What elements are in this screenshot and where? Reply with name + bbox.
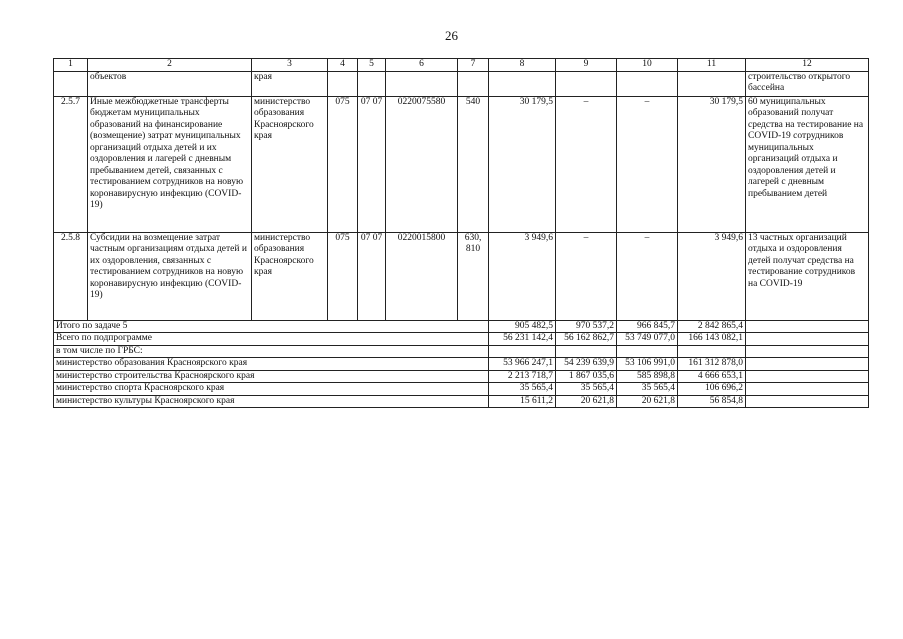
summary-label: в том числе по ГРБС: (54, 345, 489, 358)
table-row (54, 71, 869, 96)
target-article: 0220015800 (386, 232, 458, 320)
summary-value-year-1: 56 231 142,4 (489, 333, 556, 346)
summary-value-year-1: 53 966 247,1 (489, 358, 556, 371)
expense-type: 630, 810 (458, 232, 489, 320)
summary-row (54, 383, 869, 396)
header-cell: 11 (678, 59, 746, 72)
header-cell: 1 (54, 59, 88, 72)
summary-row (54, 320, 869, 333)
expense-type (458, 71, 489, 96)
summary-value-total: 2 842 865,4 (678, 320, 746, 333)
measure-name: Иные межбюджетные трансферты бюджетам муниципальных образований на финансирование (возмещение) затрат муниципальных организаций отдыха детей и их оздоровления и лагерей с дневным пребыванием детей, связанных с тестированием сотрудников на новую коронавирусную инфекцию (COVID-19) (88, 96, 252, 232)
grbs-name: министерство образования Красноярского края (252, 96, 328, 232)
row-number (54, 71, 88, 96)
section-code: 07 07 (358, 96, 386, 232)
summary-label: министерство спорта Красноярского края (54, 383, 489, 396)
summary-value-year-3: 53 106 991,0 (617, 358, 678, 371)
expected-result: 60 муниципальных образований получат средства на тестирование на COVID-19 сотрудников муниципальных организаций отдыха и оздоровления детей и лагерей с дневным пребыванием детей (746, 96, 869, 232)
header-cell: 7 (458, 59, 489, 72)
budget-table (53, 58, 869, 408)
row-number: 2.5.8 (54, 232, 88, 320)
summary-label: Всего по подпрограмме (54, 333, 489, 346)
value-year-2 (556, 71, 617, 96)
summary-row (54, 333, 869, 346)
value-year-1: 30 179,5 (489, 96, 556, 232)
header-cell: 4 (328, 59, 358, 72)
expense-type: 540 (458, 96, 489, 232)
summary-value-year-1: 905 482,5 (489, 320, 556, 333)
summary-value-total: 161 312 878,0 (678, 358, 746, 371)
summary-row (54, 395, 869, 408)
summary-value-total: 106 696,2 (678, 383, 746, 396)
value-year-1 (489, 71, 556, 96)
section-code (358, 71, 386, 96)
summary-label: Итого по задаче 5 (54, 320, 489, 333)
summary-result (746, 358, 869, 371)
row-number: 2.5.7 (54, 96, 88, 232)
summary-value-year-1: 35 565,4 (489, 383, 556, 396)
grbs-code: 075 (328, 232, 358, 320)
value-year-1: 3 949,6 (489, 232, 556, 320)
value-year-3 (617, 71, 678, 96)
header-cell: 8 (489, 59, 556, 72)
grbs-code: 075 (328, 96, 358, 232)
header-cell: 6 (386, 59, 458, 72)
summary-result (746, 395, 869, 408)
header-cell: 5 (358, 59, 386, 72)
value-total (678, 71, 746, 96)
summary-value-year-2: 970 537,2 (556, 320, 617, 333)
summary-row (54, 370, 869, 383)
page-number: 26 (445, 28, 458, 43)
summary-result (746, 383, 869, 396)
summary-value-year-2: 1 867 035,6 (556, 370, 617, 383)
grbs-name: края (252, 71, 328, 96)
summary-result (746, 333, 869, 346)
header-cell: 12 (746, 59, 869, 72)
summary-result (746, 320, 869, 333)
target-article: 0220075580 (386, 96, 458, 232)
summary-value-year-2 (556, 345, 617, 358)
value-year-3: – (617, 96, 678, 232)
target-article (386, 71, 458, 96)
grbs-code (328, 71, 358, 96)
summary-value-total: 4 666 653,1 (678, 370, 746, 383)
value-year-2: – (556, 232, 617, 320)
summary-value-total: 166 143 082,1 (678, 333, 746, 346)
value-year-2: – (556, 96, 617, 232)
summary-result (746, 370, 869, 383)
summary-label: министерство культуры Красноярского края (54, 395, 489, 408)
grbs-name: министерство образования Красноярского края (252, 232, 328, 320)
value-total: 3 949,6 (678, 232, 746, 320)
measure-name: Субсидии на возмещение затрат частным организациям отдыха детей и их оздоровления, связанных с тестированием сотрудников на новую коронавирусную инфекцию (COVID-19) (88, 232, 252, 320)
summary-value-year-2: 20 621,8 (556, 395, 617, 408)
value-total: 30 179,5 (678, 96, 746, 232)
header-cell: 2 (88, 59, 252, 72)
summary-value-year-1: 15 611,2 (489, 395, 556, 408)
summary-value-year-3: 20 621,8 (617, 395, 678, 408)
expected-result: строительство открытого бассейна (746, 71, 869, 96)
summary-value-year-3: 585 898,8 (617, 370, 678, 383)
header-cell: 9 (556, 59, 617, 72)
summary-row (54, 358, 869, 371)
summary-value-year-2: 56 162 862,7 (556, 333, 617, 346)
summary-label: министерство образования Красноярского края (54, 358, 489, 371)
value-year-3: – (617, 232, 678, 320)
expected-result: 13 частных организаций отдыха и оздоровления детей получат средства на тестирование сотрудников на COVID-19 (746, 232, 869, 320)
measure-name: объектов (88, 71, 252, 96)
summary-value-year-3: 35 565,4 (617, 383, 678, 396)
section-code: 07 07 (358, 232, 386, 320)
table-row (54, 96, 869, 232)
summary-value-year-3 (617, 345, 678, 358)
summary-value-total: 56 854,8 (678, 395, 746, 408)
summary-value-total (678, 345, 746, 358)
summary-value-year-2: 54 239 639,9 (556, 358, 617, 371)
header-cell: 3 (252, 59, 328, 72)
summary-value-year-3: 53 749 077,0 (617, 333, 678, 346)
summary-row (54, 345, 869, 358)
summary-value-year-1: 2 213 718,7 (489, 370, 556, 383)
header-row (54, 59, 869, 72)
summary-value-year-2: 35 565,4 (556, 383, 617, 396)
summary-value-year-3: 966 845,7 (617, 320, 678, 333)
table-row (54, 232, 869, 320)
summary-value-year-1 (489, 345, 556, 358)
header-cell: 10 (617, 59, 678, 72)
summary-label: министерство строительства Красноярского края (54, 370, 489, 383)
summary-result (746, 345, 869, 358)
